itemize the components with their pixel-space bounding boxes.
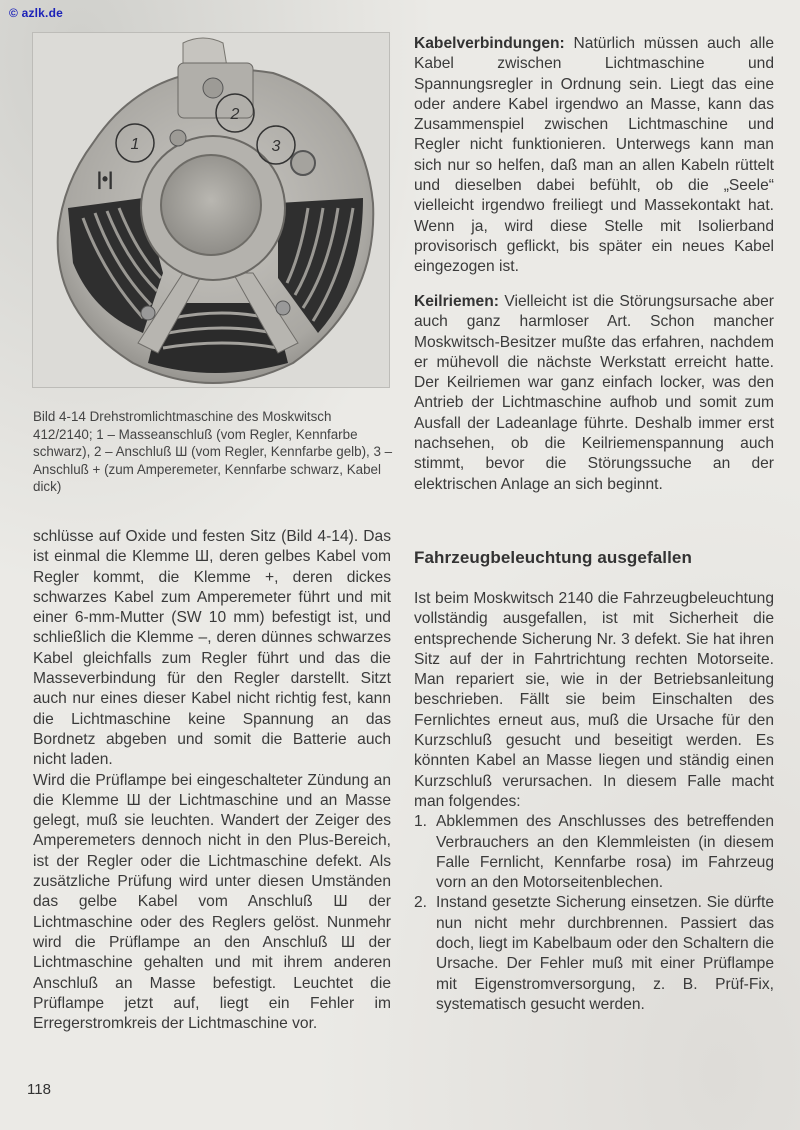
list-item: [414, 812, 774, 893]
lead-kabelverbindungen: Kabelverbindungen:: [414, 35, 565, 52]
callout-1: 1: [130, 136, 140, 153]
watermark: © azlk.de: [9, 6, 63, 20]
paragraph-test-lamp: Wird die Prüflampe bei eingeschalteter Zündung an die Klemme Ш der Lichtmaschine und an Masse gelegt, muß sie leuchten. Wandert der Zeiger des Amperemeters dennoch nicht in den Plus-Bereich, ist der Regler oder die Lichtmaschine defekt. Als zusätzliche Prüfung wird unter diesen Umständen das gelbe Kabel vom Anschluß Ш der Lichtmaschine oder des Reglers gelöst. Nunmehr wird die Prüflampe an den Anschluß Ш der Lichtmaschine gehalten und mit ihrem anderen Anschluß an Masse befestigt. Leuchtet die Prüflampe jetzt auf, liegt ein Fehler im Erregerstromkreis der Lichtmaschine vor.: [33, 771, 391, 1033]
alternator-illustration: [33, 33, 389, 387]
steps-list: [414, 812, 774, 1015]
step-number: 1.: [414, 813, 428, 831]
lead-keilriemen: Keilriemen:: [414, 293, 499, 310]
left-column: [33, 527, 391, 1034]
list-item: [414, 893, 774, 1015]
pole-symbol: |•|: [96, 169, 114, 189]
section-kabelverbindungen: [414, 34, 774, 278]
page-number: 118: [27, 1081, 51, 1098]
paragraph-beleuchtung-intro: Ist beim Moskwitsch 2140 die Fahrzeugbeleuchtung vollständig ausgefallen, ist mit Sicherheit die entsprechende Sicherung Nr. 3 defekt. Sie hat ihren Sitz auf der in Fahrtrichtung rechten Motorseite. Man repariert sie, wie in der Betriebsanleitung beschrieben. Fällt sie beim Einschalten des Fernlichtes erneut aus, muß die Ursache für den Kurzschluß gesucht und beseitigt werden. Es könnten Kabel an Masse liegen und ständig einen Kurzschluß verursachen. In diesem Falle macht man folgendes:: [414, 590, 774, 810]
callout-3: 3: [271, 138, 281, 155]
text-kabelverbindungen: Natürlich müssen auch alle Kabel zwischen Lichtmaschine und Spannungsregler in Ordnung sein. Liegt das eine oder andere Kabel irgendwo an Masse, kann das Zusammenspiel zwischen Lichtmaschine und Regler nicht funktionieren. Unterwegs kann man sich nur so helfen, daß man an allen Kabeln rüttelt und dieselben dabei befühlt, ob die „Seele“ vielleicht irgendwo freiliegt und Massekontakt hat. Wenn ja, wird diese Stelle mit Isolierband provisorisch geflickt, bis später ein neues Kabel eingezogen ist.: [414, 35, 774, 276]
paragraph-connections: schlüsse auf Oxide und festen Sitz (Bild 4-14). Das ist einmal die Klemme Ш, deren gelbes Kabel vom Regler kommt, die Klemme +, deren dickes schwarzes Kabel zum Amperemeter führt und mit einer 6-mm-Mutter (SW 10 mm) befestigt ist, und schließlich die Klemme –, deren dünnes schwarzes Kabel gleichfalls zum Regler führt und das die Masseverbindung für den Regler darstellt. Sitzt auch nur eines dieser Kabel nicht richtig fest, kann die Lichtmaschine keine Spannung an das Bordnetz abgeben und somit die Batterie auch nicht laden.: [33, 528, 391, 769]
figure-caption: Bild 4-14 Drehstromlichtmaschine des Moskwitsch 412/2140; 1 – Masseanschluß (vom Regler, Kennfarbe schwarz), 2 – Anschluß Ш (vom Regler, Kennfarbe gelb), 3 – Anschluß + (zum Amperemeter, Kennfarbe schwarz, Kabel dick): [33, 409, 393, 495]
step-text: Instand gesetzte Sicherung einsetzen. Sie dürfte nun nicht mehr durchbrennen. Passiert das doch, liegt im Kabelbaum oder den Schaltern die Ursache. Der Fehler muß mit einer Prüflampe mit Eigenstromversorgung, z. B. Prüf-Fix, systematisch gesucht werden.: [436, 894, 774, 1013]
alternator-photo: [32, 32, 390, 388]
callout-2: 2: [230, 106, 240, 123]
text-keilriemen: Vielleicht ist die Störungsursache aber auch ganz harmloser Art. Schon mancher Moskwitsch-Besitzer mußte das erfahren, nachdem er mühevoll die nächste Werkstatt erreicht hatte. Der Keilriemen war ganz einfach locker, was den Antrieb der Lichtmaschine aufhob und somit zum Ausfall der Ladeanlage führte. Deshalb immer erst nachsehen, ob die Keilriemenspannung auch stimmt, bevor die Störungssuche an der elektrischen Anlage an sich beginnt.: [414, 293, 774, 493]
section-heading: Fahrzeugbeleuchtung ausgefallen: [414, 548, 692, 567]
step-number: 2.: [414, 894, 428, 912]
step-text: Abklemmen des Anschlusses des betreffenden Verbrauchers an den Klemmleisten (in diesem Falle Fernlicht, Kennfarbe rosa) im Fahrzeug vorn an den Motorseitenblechen.: [436, 813, 774, 892]
section-beleuchtung: [414, 589, 774, 1015]
section-keilriemen: [414, 292, 774, 495]
